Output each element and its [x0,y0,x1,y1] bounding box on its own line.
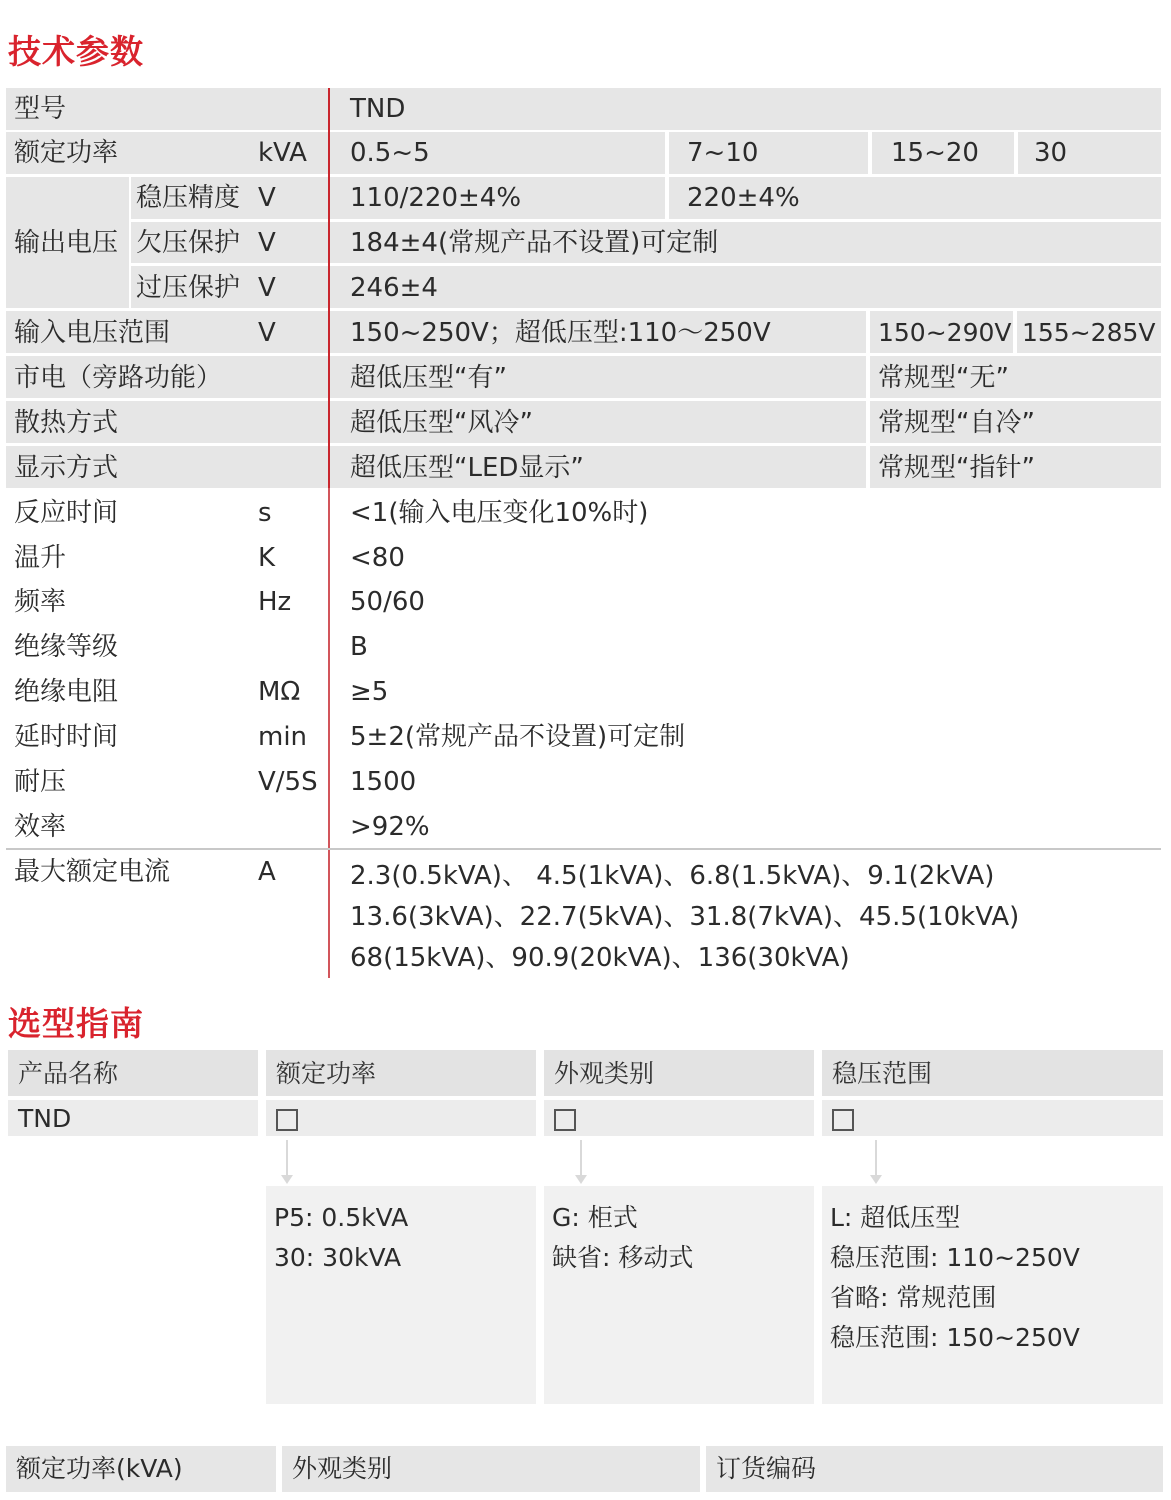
delay-unit: min [258,722,308,752]
bypass-value: 常规型“无” [878,363,1009,393]
power-option: P5: 0.5kVA [274,1203,409,1232]
insulation-res-value: ≥5 [350,677,389,707]
range-option: 稳压范围: 150~250V [830,1323,1080,1352]
output-voltage-label: 输出电压 [14,228,119,258]
over-label: 过压保护 [136,273,241,303]
under-value: 184±4(常规产品不设置)可定制 [350,228,719,258]
appearance-option: 缺省: 移动式 [552,1243,694,1272]
withstand-unit: V/5S [258,767,318,797]
range-option: 省略: 常规范围 [830,1283,997,1312]
appearance-option: G: 柜式 [552,1203,638,1232]
guide-header-product: 产品名称 [8,1050,258,1096]
range-option: L: 超低压型 [830,1203,961,1232]
down-arrow-icon [580,1140,582,1176]
appearance-options-box [544,1186,814,1404]
max-current-label: 最大额定电流 [14,857,171,887]
checkbox[interactable] [832,1109,854,1131]
power-options-box [266,1186,536,1404]
guide-header-appearance: 外观类别 [544,1050,814,1096]
temp-rise-unit: K [258,543,276,573]
response-value: <1(输入电压变化10%时) [350,498,649,528]
display-value: 常规型“指针” [878,453,1035,483]
insulation-class-label: 绝缘等级 [14,632,119,662]
power-option: 30: 30kVA [274,1243,402,1272]
insulation-res-unit: MΩ [258,677,301,707]
max-current-line: 13.6(3kVA)、22.7(5kVA)、31.8(7kVA)、45.5(10kVA) [350,902,1020,932]
withstand-value: 1500 [350,767,417,797]
over-value: 246±4 [350,273,438,303]
cooling-label: 散热方式 [14,408,119,438]
tech-params-title: 技术参数 [8,32,144,71]
guide-power-slot [266,1100,536,1136]
input-range-value: 155~285V [1022,318,1156,347]
withstand-label: 耐压 [14,767,67,797]
input-range-value: 150~250V；超低压型:110～250V [350,318,771,348]
efficiency-label: 效率 [14,812,67,842]
order-header-power: 额定功率(kVA) [6,1446,276,1492]
rated-power-value: 15~20 [891,138,979,168]
guide-header-power: 额定功率 [266,1050,536,1096]
input-range-label: 输入电压范围 [14,318,171,348]
insulation-class-value: B [350,632,368,662]
response-label: 反应时间 [14,498,119,528]
bypass-label: 市电（旁路功能） [14,363,223,393]
guide-appearance-slot [544,1100,814,1136]
max-current-unit: A [258,857,276,887]
frequency-label: 频率 [14,587,67,617]
max-current-line: 2.3(0.5kVA)、 4.5(1kVA)、6.8(1.5kVA)、9.1(2kVA) [350,861,995,891]
rated-power-unit: kVA [258,138,307,168]
accuracy-value: 110/220±4% [350,183,522,213]
insulation-res-label: 绝缘电阻 [14,677,119,707]
selection-guide-title: 选型指南 [8,1004,144,1043]
rated-power-value: 30 [1034,138,1068,168]
temp-rise-label: 温升 [14,543,67,573]
rated-power-value: 7~10 [687,138,759,168]
accuracy-label: 稳压精度 [136,183,241,213]
range-option: 稳压范围: 110~250V [830,1243,1080,1272]
delay-label: 延时时间 [14,722,119,752]
input-range-unit: V [258,318,276,348]
checkbox[interactable] [276,1109,298,1131]
down-arrow-icon [875,1140,877,1176]
max-current-line: 68(15kVA)、90.9(20kVA)、136(30kVA) [350,943,850,973]
cooling-value: 超低压型“风冷” [350,408,533,438]
guide-product-value: TND [8,1100,258,1136]
rated-power-value: 0.5~5 [350,138,430,168]
frequency-unit: Hz [258,587,292,617]
rated-power-label: 额定功率 [14,138,119,168]
over-unit: V [258,273,276,303]
frequency-value: 50/60 [350,587,425,617]
checkbox[interactable] [554,1109,576,1131]
bypass-value: 超低压型“有” [350,363,507,393]
guide-range-slot [822,1100,1163,1136]
order-header-code: 订货编码 [706,1446,1163,1492]
under-unit: V [258,228,276,258]
accuracy-value: 220±4% [687,183,800,213]
delay-value: 5±2(常规产品不设置)可定制 [350,722,686,752]
cooling-value: 常规型“自冷” [878,408,1035,438]
input-range-value: 150~290V [878,318,1012,347]
model-label: 型号 [14,94,67,124]
display-label: 显示方式 [14,453,119,483]
accuracy-unit: V [258,183,276,213]
order-header-appearance: 外观类别 [282,1446,700,1492]
temp-rise-value: <80 [350,543,405,573]
guide-header-range: 稳压范围 [822,1050,1163,1096]
response-unit: s [258,498,272,528]
efficiency-value: >92% [350,812,430,842]
model-value: TND [350,94,406,124]
display-value: 超低压型“LED显示” [350,453,584,483]
down-arrow-icon [286,1140,288,1176]
range-options-box [822,1186,1163,1404]
under-label: 欠压保护 [136,228,241,258]
